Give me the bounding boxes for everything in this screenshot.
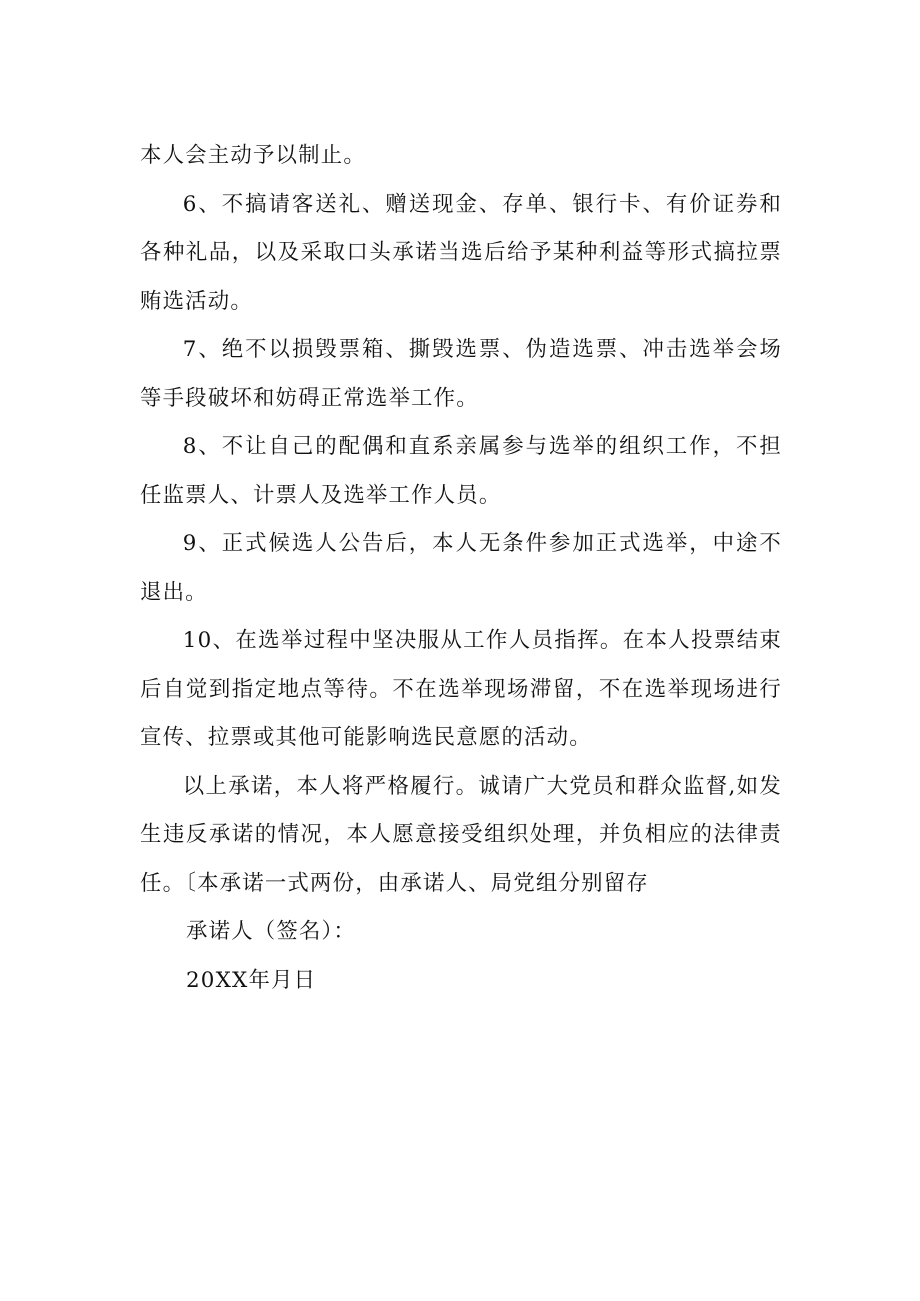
paragraph-commitment-summary: 以上承诺，本人将严格履行。诚请广大党员和群众监督,如发生违反承诺的情况，本人愿意接受组织处理，并负相应的法律责任。〔本承诺一式两份，由承诺人、局党组分别留存 [140,773,782,896]
signature-label: 承诺人（签名）： [186,919,357,944]
paragraph-item-7: 7、绝不以损毁票箱、撕毁选票、伪造选票、冲击选举会场等手段破坏和妨碍正常选举工作。 [140,337,782,411]
paragraph-item-9: 9、正式候选人公告后，本人无条件参加正式选举，中途不退出。 [140,531,782,605]
document-body [140,132,782,1005]
paragraph-item-8: 8、不让自己的配偶和直系亲属参与选举的组织工作，不担任监票人、计票人及选举工作人员。 [140,434,782,508]
paragraph-continuation: 本人会主动予以制止。 [140,143,366,168]
paragraph-item-10: 10、在选举过程中坚决服从工作人员指挥。在本人投票结束后自觉到指定地点等待。不在选举现场滞留，不在选举现场进行宣传、拉票或其他可能影响选民意愿的活动。 [140,628,782,750]
paragraph-item-6: 6、不搞请客送礼、赠送现金、存单、银行卡、有价证券和各种礼品，以及采取口头承诺当选后给予某种利益等形式搞拉票贿选活动。 [140,191,782,314]
signature-date: 20XX年月日 [186,967,317,993]
